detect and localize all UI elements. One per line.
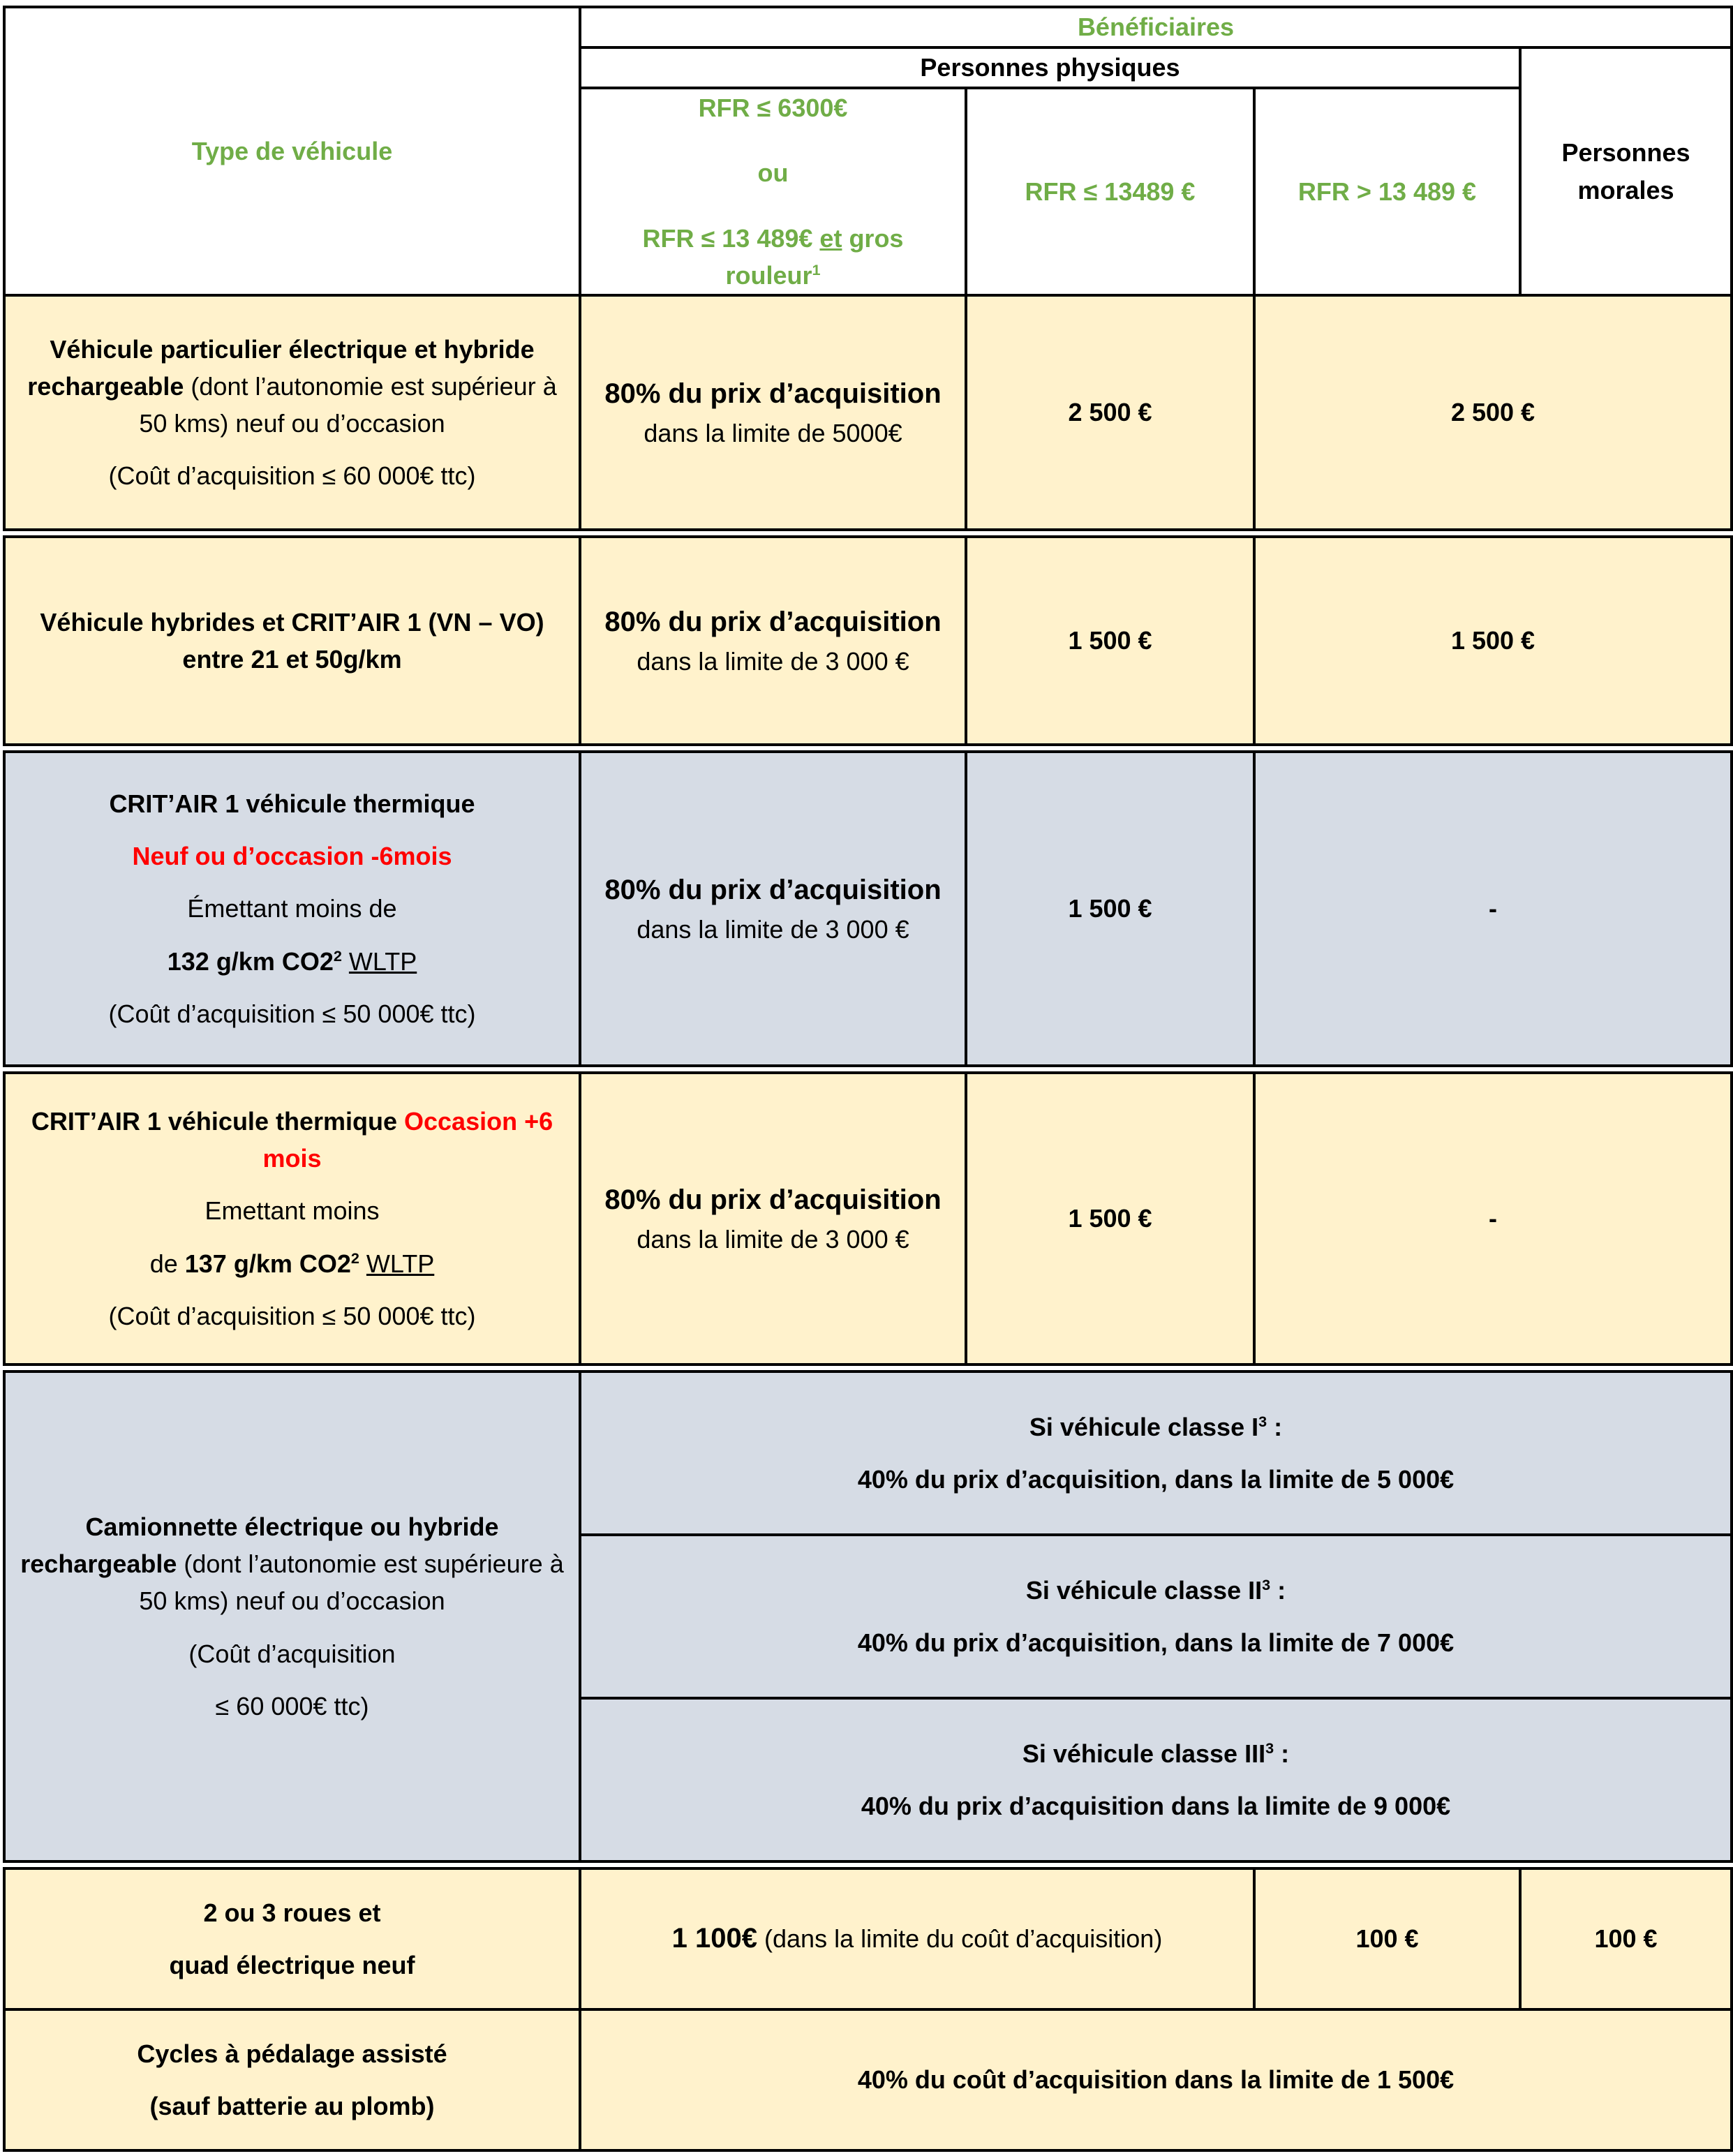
table-row [4, 1868, 1732, 2009]
r1-c3: 2 500 € [1254, 295, 1732, 530]
r3-label: CRIT’AIR 1 véhicule thermique Neuf ou d’occasion -6mois Émettant moins de 132 g/km $CO2^2$ WLTP (Coût d’acquisition ≤ 50 000€ ttc) [4, 752, 580, 1066]
aid-table [3, 6, 1733, 2152]
header-beneficiaries-label: Bénéficiaires [1077, 13, 1235, 42]
header-col2 [966, 88, 1254, 295]
header-legal [1520, 47, 1732, 295]
table-row [4, 1073, 1732, 1365]
header-col1 [580, 88, 966, 295]
r5-label: Camionnette électrique ou hybride rechargeable (dont l’autonomie est supérieure à 50 kms) neuf ou d’occasion (Coût d’acquisition ≤ 60 000€ ttc) [4, 1371, 580, 1861]
header-col3-label: RFR > 13 489 € [1297, 177, 1477, 206]
table-row [4, 752, 1732, 1066]
r3-c2: 1 500 € [966, 752, 1254, 1066]
r7-label: Cycles à pédalage assisté (sauf batterie au plomb) [4, 2009, 580, 2150]
header-col1-or: ou [757, 158, 789, 188]
table-row [4, 295, 1732, 530]
r7-text: 40% du coût d’acquisition dans la limite de 1 500€ [580, 2009, 1732, 2150]
r5-class1: Si véhicule classe $I^3$ : 40% du prix d’acquisition, dans la limite de 5 000€ [580, 1371, 1732, 1535]
r1-cost: (Coût d’acquisition ≤ 60 000€ ttc) [108, 461, 476, 491]
r2-label: Véhicule hybrides et CRIT’AIR 1 (VN – VO) entre 21 et 50g/km [4, 537, 580, 745]
header-col3 [1254, 88, 1520, 295]
header-col1-line1: RFR ≤ 6300€ [698, 94, 848, 122]
header-col1-line4: rouleur$^1$ [725, 260, 821, 290]
r3-c3: - [1254, 752, 1732, 1066]
table-row [4, 2009, 1732, 2150]
table-row [4, 537, 1732, 745]
r2-c2: 1 500 € [966, 537, 1254, 745]
r4-c3: - [1254, 1073, 1732, 1365]
header-physical-label: Personnes physiques [920, 53, 1180, 82]
r2-c3: 1 500 € [1254, 537, 1732, 745]
header-beneficiaries [580, 7, 1732, 47]
r3-c1: 80% du prix d’acquisition dans la limite de 3 000 € [580, 752, 966, 1066]
r1-label: Véhicule particulier électrique et hybride rechargeable (dont l’autonomie est supérieur à 50 kms) neuf ou d’occasion (Coût d’acquisition ≤ 60 000€ ttc) [4, 295, 580, 530]
header-type [4, 7, 580, 295]
r6-c4: 100 € [1520, 1868, 1732, 2009]
table-row [4, 1371, 1732, 1535]
header-physical [580, 47, 1520, 88]
header-type-label: Type de véhicule [191, 136, 393, 165]
aid-table-sheet [3, 6, 1730, 2150]
r4-c2: 1 500 € [966, 1073, 1254, 1365]
r1-c1: 80% du prix d’acquisition dans la limite de 5000€ [580, 295, 966, 530]
r6-label: 2 ou 3 roues et quad électrique neuf [4, 1868, 580, 2009]
r6-c12: 1 100€ (dans la limite du coût d’acquisition) [580, 1868, 1254, 2009]
r1-c2: 2 500 € [966, 295, 1254, 530]
header-col2-label: RFR ≤ 13489 € [1025, 177, 1196, 206]
r5-class2: Si véhicule classe $II^3$ : 40% du prix d’acquisition, dans la limite de 7 000€ [580, 1535, 1732, 1698]
r6-c3: 100 € [1254, 1868, 1520, 2009]
r4-label: CRIT’AIR 1 véhicule thermique Occasion +6 mois Emettant moins de 137 g/km $CO2^2$ WLTP (Coût d’acquisition ≤ 50 000€ ttc) [4, 1073, 580, 1365]
header-col1-line3: RFR ≤ 13 489€ et gros [642, 223, 904, 253]
r2-c1: 80% du prix d’acquisition dans la limite de 3 000 € [580, 537, 966, 745]
r5-class3: Si véhicule classe III$^3$ : 40% du prix d’acquisition dans la limite de 9 000€ [580, 1698, 1732, 1861]
r4-c1: 80% du prix d’acquisition dans la limite de 3 000 € [580, 1073, 966, 1365]
header-legal-line2: morales [1577, 175, 1674, 205]
header-legal-line1: Personnes [1561, 138, 1690, 168]
